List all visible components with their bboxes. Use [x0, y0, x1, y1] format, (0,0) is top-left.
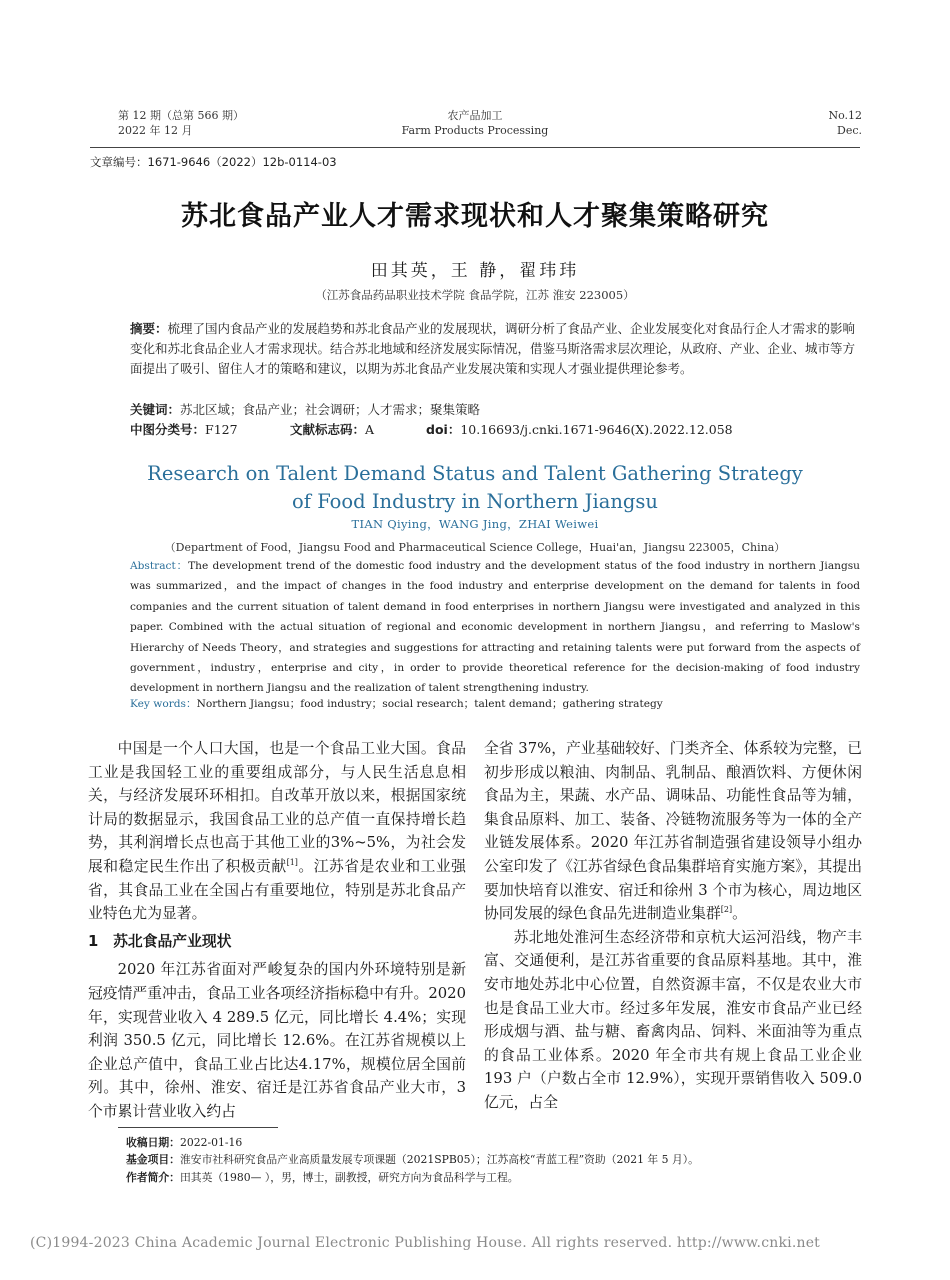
paper-title-en [100, 460, 850, 516]
body-column-left [88, 737, 466, 1124]
body-paragraph: 苏北地处淮河生态经济带和京杭大运河沿线，物产丰富、交通便利，是江苏省重要的食品原料基地。其中，淮安市地处苏北中心位置，自然资源丰富，不仅是农业大市也是食品工业大市。经过多年发展，淮安市食品产业已经形成烟与酒、盐与糖、畜禽肉品、饲料、米面油等为重点的食品工业体系。2020 年全市共有规上食品工业企业 193 户（户数占全市 12.9%），实现开票销售收入 509.0 亿元，占全 [484, 928, 862, 1111]
header-issue: 第 12 期（总第 566 期） [118, 109, 244, 122]
header-journal-cn: 农产品加工 [447, 109, 503, 122]
header-rule [90, 147, 860, 148]
authors-cn: 田其英，王 静，翟玮玮 [370, 261, 580, 281]
header-journal [380, 108, 570, 138]
keywords-en [130, 696, 860, 711]
doc-code-value: A [365, 422, 375, 437]
body-text: 。 [732, 905, 747, 923]
keywords-cn-label: 关键词： [130, 402, 181, 417]
footnote-received [126, 1134, 846, 1151]
abstract-cn-text: 梳理了国内食品产业的发展趋势和苏北食品产业的发展现状，调研分析了食品产业、企业发展变化对食品行企人才需求的影响变化和苏北食品企业人才需求现状。结合苏北地域和经济发展实际情况，借鉴马斯洛需求层次理论，从政府、产业、企业、城市等方面提出了吸引、留住人才的策略和建议，以期为苏北食品产业发展决策和实现人才强业提供理论参考。 [130, 321, 856, 376]
keywords-cn-text: 苏北区域；食品产业；社会调研；人才需求；聚集策略 [180, 402, 481, 417]
header-journal-en: Farm Products Processing [401, 124, 549, 137]
keywords-en-label: Key words： [130, 698, 197, 710]
affiliation-en: （Department of Food，Jiangsu Food and Pharmaceutical Science College，Huai'an，Jiangsu 223005，China） [164, 541, 786, 554]
doi-label: doi： [426, 422, 461, 437]
clc-label: 中图分类号： [130, 422, 206, 437]
header-number [828, 108, 862, 138]
doi-value: 10.16693/j.cnki.1671-9646(X).2022.12.058 [460, 422, 733, 437]
footnote-rule [118, 1127, 278, 1128]
footnote-fund [126, 1151, 846, 1168]
article-number: 文章编号：1671-9646（2022）12b-0114-03 [90, 155, 337, 169]
abstract-en-text: The development trend of the domestic food industry and the development status of the food industry in northern Jiangsu was summarized，and the impact of changes in the food industry and enterprise development on the demand for talents in food companies and the current situation of talent demand in food enterprises in northern Jiangsu were investigated and analyzed in this paper. Combined with the actual situation of regional and economic development in northern Jiangsu，and referring to Maslow's Hierarchy of Needs Theory，and strategies and suggestions for attracting and retaining talents were put forward from the aspects of government，industry，enterprise and city，in order to provide theoretical reference for the decision-making of food industry development in northern Jiangsu and the realization of talent strengthening industry. [130, 560, 860, 695]
header-month: Dec. [837, 124, 862, 137]
header-issue-info [118, 108, 244, 138]
footnote-author [126, 1169, 846, 1186]
abstract-en [130, 556, 860, 699]
abstract-cn-label: 摘要： [130, 321, 168, 336]
authors-en: TIAN Qiying，WANG Jing，ZHAI Weiwei [351, 517, 599, 531]
received-value: 2022-01-16 [179, 1136, 243, 1149]
doi [426, 420, 733, 440]
citation-ref[interactable]: [1] [286, 858, 298, 868]
clc-value: F127 [205, 422, 238, 437]
header-date: 2022 年 12 月 [118, 124, 193, 137]
paper-title-cn: 苏北食品产业人才需求现状和人才聚集策略研究 [181, 201, 769, 232]
body-paragraph [484, 737, 862, 926]
body-paragraph [88, 737, 466, 926]
author-label: 作者简介： [126, 1170, 180, 1184]
fund-label: 基金项目： [126, 1153, 180, 1167]
fund-value: 淮安市社科研究食品产业高质量发展专项课题（2021SPB05）；江苏高校“青蓝工程”资助（2021 年 5 月）。 [179, 1153, 699, 1167]
abstract-cn [130, 319, 860, 379]
keywords-cn [130, 400, 860, 420]
section-heading-1: 1 苏北食品产业现状 [88, 932, 232, 950]
classification-row [130, 420, 860, 440]
keywords-en-text: Northern Jiangsu；food industry；social research；talent demand；gathering strategy [196, 698, 663, 710]
received-label: 收稿日期： [126, 1136, 180, 1149]
doc-code-label: 文献标志码： [290, 422, 366, 437]
body-text: 。江苏省是农业和工业强省，其食品工业在全国占有重要地位，特别是苏北食品产业特色尤为显著。 [88, 857, 466, 923]
footnotes [126, 1134, 846, 1186]
body-text: 中国是一个人口大国，也是一个食品工业大国。食品工业是我国轻工业的重要组成部分，与人民生活息息相关，与经济发展环环相扣。自改革开放以来，根据国家统计局的数据显示，我国食品工业的总产值一直保持增长趋势，其利润增长点也高于其他工业的3%~5%，为社会发展和稳定民生作出了积极贡献 [88, 740, 466, 875]
copyright-watermark: (C)1994-2023 China Academic Journal Electronic Publishing House. All rights reserved. http://www.cnki.net [30, 1235, 821, 1251]
paper-title-en-line2: of Food Industry in Northern Jiangsu [292, 490, 658, 513]
body-text: 全省 37%，产业基础较好、门类齐全、体系较为完整，已初步形成以粮油、肉制品、乳制品、酿酒饮料、方便休闲食品为主，果蔬、水产品、调味品、功能性食品等为辅，集食品原料、加工、装备、冷链物流服务等为一体的全产业链发展体系。2020 年江苏省制造强省建设领导小组办公室印发了《江苏省绿色食品集群培育实施方案》，其提出要加快培育以淮安、宿迁和徐州 3 个市为核心，周边地区协同发展的绿色食品先进制造业集群 [484, 740, 862, 923]
header-no: No.12 [828, 109, 862, 122]
citation-ref[interactable]: [2] [720, 905, 733, 915]
author-value: 田其英（1980— ），男，博士，副教授，研究方向为食品科学与工程。 [179, 1170, 519, 1184]
abstract-en-label: Abstract： [130, 560, 189, 572]
affiliation-cn: （江苏食品药品职业技术学院 食品学院，江苏 淮安 223005） [315, 288, 635, 302]
body-column-right [484, 737, 862, 1115]
clc [130, 420, 290, 440]
doc-code [290, 420, 426, 440]
paper-title-en-line1: Research on Talent Demand Status and Talent Gathering Strategy [147, 462, 803, 485]
body-paragraph: 2020 年江苏省面对严峻复杂的国内外环境特别是新冠疫情严重冲击，食品工业各项经济指标稳中有升。2020 年，实现营业收入 4 289.5 亿元，同比增长 4.4%；实现利润 350.5 亿元，同比增长 12.6%。在江苏省规模以上企业总产值中，食品工业占比达4.17%，规模位居全国前列。其中，徐州、淮安、宿迁是江苏省食品产业大市，3 个市累计营业收入约占 [88, 961, 466, 1120]
